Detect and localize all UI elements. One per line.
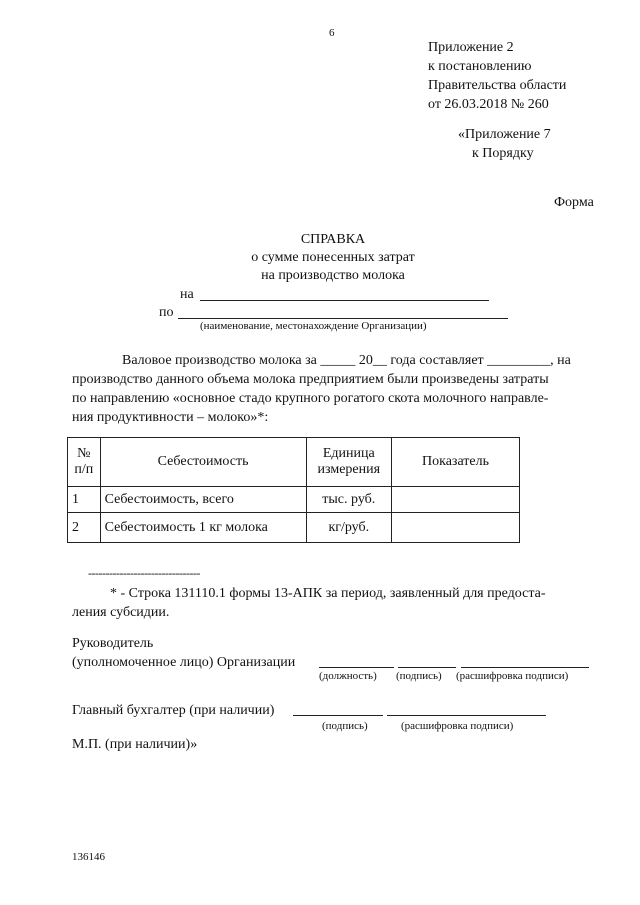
document-subtitle: о сумме понесенных затрат	[251, 250, 415, 265]
accountant-label: Главный бухгалтер (при наличии)	[72, 703, 275, 718]
row-name: Себестоимость 1 кг молока	[100, 513, 306, 543]
body-line: ния продуктивности – молоко»*:	[72, 410, 269, 425]
body-line: Валовое производство молока за _____ 20__ года составляет _________, на	[122, 353, 571, 368]
document-title: СПРАВКА	[300, 232, 366, 247]
header-num	[68, 438, 101, 487]
body-line: по направлению «основное стадо крупного рогатого скота молочного направле-	[72, 391, 549, 406]
page-number: 6	[329, 27, 335, 39]
body-line: производство данного объема молока предприятием были произведены затраты	[72, 372, 549, 387]
header-indicator: Показатель	[392, 438, 520, 487]
document-subtitle: на производство молока	[261, 268, 405, 283]
appendix-line: Правительства области	[428, 78, 567, 93]
header-num-line: №	[77, 446, 91, 461]
footnote-line: * - Строка 131110.1 формы 13-АПК за период, заявленный для предоста-	[110, 586, 546, 601]
appendix-line: к постановлению	[428, 59, 532, 74]
header-cost: Себестоимость	[100, 438, 306, 487]
stamp-label: М.П. (при наличии)»	[72, 737, 198, 752]
row-num: 1	[68, 487, 101, 513]
table-header-row	[68, 438, 520, 487]
accountant-signature-caption: (подпись)	[322, 720, 368, 732]
position-caption: (должность)	[319, 670, 377, 682]
na-label: на	[180, 287, 194, 302]
head-label-2: (уполномоченное лицо) Организации	[72, 655, 296, 670]
po-label: по	[159, 305, 174, 320]
appendix-block	[428, 38, 566, 114]
header-unit-line: Единица	[322, 446, 375, 461]
decode-line[interactable]	[461, 667, 589, 668]
header-unit	[306, 438, 391, 487]
row-value[interactable]	[392, 513, 520, 543]
po-field-line[interactable]	[178, 318, 508, 319]
decode-caption: (расшифровка подписи)	[456, 670, 569, 682]
document-code: 136146	[72, 851, 105, 863]
appendix-line: от 26.03.2018 № 260	[428, 97, 549, 112]
signature-line[interactable]	[398, 667, 456, 668]
appendix-quote-line: «Приложение 7	[458, 127, 551, 142]
table-row	[68, 487, 520, 513]
appendix-quote-line: к Порядку	[472, 146, 534, 161]
accountant-signature-line[interactable]	[293, 715, 383, 716]
head-label: Руководитель	[72, 636, 154, 651]
accountant-decode-caption: (расшифровка подписи)	[401, 720, 514, 732]
signature-caption: (подпись)	[396, 670, 442, 682]
appendix-quote-block	[458, 125, 551, 163]
row-name: Себестоимость, всего	[100, 487, 306, 513]
header-num-line: п/п	[74, 462, 94, 477]
footnote-line: ления субсидии.	[72, 605, 170, 620]
accountant-decode-line[interactable]	[387, 715, 546, 716]
appendix-line: Приложение 2	[428, 40, 514, 55]
org-caption: (наименование, местонахождение Организации)	[200, 320, 427, 332]
row-unit: тыс. руб.	[306, 487, 391, 513]
form-label: Форма	[554, 195, 594, 210]
cost-table	[67, 437, 520, 543]
row-unit: кг/руб.	[306, 513, 391, 543]
position-line[interactable]	[319, 667, 394, 668]
na-field-line[interactable]	[200, 300, 489, 301]
row-value[interactable]	[392, 487, 520, 513]
footnote-separator: --------------------------------	[88, 566, 200, 580]
row-num: 2	[68, 513, 101, 543]
header-unit-line: измерения	[317, 462, 381, 477]
table-row	[68, 513, 520, 543]
